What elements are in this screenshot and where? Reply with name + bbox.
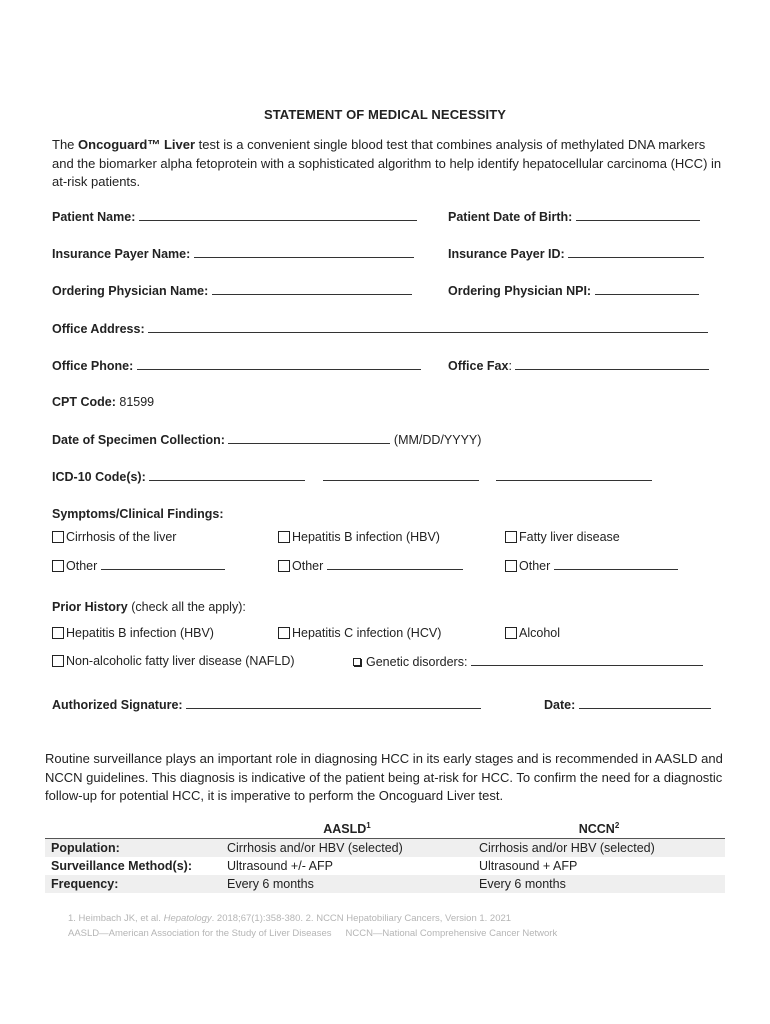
- history-heading: [52, 600, 246, 614]
- office-fax-field[interactable]: [448, 358, 709, 373]
- cpt-code-value: 81599: [119, 395, 155, 409]
- history-label: Alcohol: [519, 626, 560, 640]
- office-address-label: Office Address:: [52, 322, 145, 336]
- symptom-cirrhosis[interactable]: [52, 530, 176, 544]
- payer-name-field[interactable]: [52, 246, 414, 261]
- patient-name-field[interactable]: [52, 209, 417, 224]
- product-name: Oncoguard™ Liver: [78, 137, 196, 152]
- footnote-abbreviations: AASLD—American Association for the Study of Liver Diseases NCCN—National Comprehensive Cancer Network: [68, 927, 558, 939]
- symptom-hbv[interactable]: [278, 530, 440, 544]
- date-format-hint: (MM/DD/YYYY): [393, 433, 482, 447]
- specimen-date-field[interactable]: [52, 432, 481, 447]
- other-line[interactable]: [554, 558, 678, 570]
- history-alcohol-checkbox[interactable]: [505, 627, 517, 639]
- office-fax-label: Office Fax: [448, 359, 509, 373]
- aasld-cell: Ultrasound +/- AFP: [227, 859, 333, 873]
- nccn-cell: Every 6 months: [473, 875, 725, 893]
- icd10-line-2[interactable]: [323, 469, 479, 481]
- table-header-aasld: AASLD$^1$: [221, 820, 473, 839]
- history-label: Genetic disorders:: [366, 655, 468, 669]
- row-label: Surveillance Method(s):: [51, 859, 192, 873]
- history-alcohol[interactable]: [505, 626, 560, 640]
- signature-field[interactable]: [52, 697, 481, 712]
- history-hbv[interactable]: [52, 626, 214, 640]
- physician-npi-field[interactable]: [448, 283, 699, 298]
- signature-line[interactable]: [186, 697, 481, 709]
- specimen-date-label: Date of Specimen Collection:: [52, 433, 225, 447]
- physician-npi-label: Ordering Physician NPI:: [448, 284, 592, 298]
- intro-post: test is a convenient single blood test that combines analysis of methylated DNA markers and the biomarker alpha fetoprotein with a sophisticated algorithm to help identify hepatocellular carcinoma (HCC) in at-risk patients.: [52, 137, 722, 189]
- patient-dob-label: Patient Date of Birth:: [448, 210, 573, 224]
- office-fax-line[interactable]: [515, 358, 709, 370]
- symptom-other-2[interactable]: [278, 558, 463, 573]
- history-label: Non-alcoholic fatty liver disease (NAFLD): [66, 654, 295, 668]
- payer-id-line[interactable]: [568, 246, 704, 258]
- nccn-cell: Ultrasound + AFP: [479, 859, 578, 873]
- row-label: Population:: [45, 839, 221, 858]
- office-fax-colon: :: [508, 359, 512, 373]
- payer-id-label: Insurance Payer ID:: [448, 247, 565, 261]
- office-address-field[interactable]: [52, 321, 708, 336]
- footnotes: [68, 912, 557, 941]
- payer-name-line[interactable]: [194, 246, 414, 258]
- patient-name-label: Patient Name:: [52, 210, 136, 224]
- aasld-cell: Every 6 months: [221, 875, 473, 893]
- physician-name-field[interactable]: [52, 283, 412, 298]
- history-label: Hepatitis B infection (HBV): [66, 626, 214, 640]
- history-hcv-checkbox[interactable]: [278, 627, 290, 639]
- icd10-field[interactable]: [52, 469, 652, 484]
- other-checkbox[interactable]: [505, 560, 517, 572]
- table-header-nccn: NCCN$^2$: [473, 820, 725, 839]
- intro-paragraph: [52, 136, 722, 192]
- table-row: [45, 839, 725, 858]
- nccn-cell: Cirrhosis and/or HBV (selected): [473, 839, 725, 858]
- page-title: STATEMENT OF MEDICAL NECESSITY: [263, 107, 507, 122]
- table-row: [45, 857, 725, 875]
- history-hcv[interactable]: [278, 626, 441, 640]
- signature-date-field[interactable]: [544, 697, 711, 712]
- cirrhosis-checkbox[interactable]: [52, 531, 64, 543]
- history-note: (check all the apply):: [131, 600, 246, 614]
- symptoms-heading: Symptoms/Clinical Findings:: [52, 507, 224, 521]
- signature-label: Authorized Signature:: [52, 698, 183, 712]
- hbv-checkbox[interactable]: [278, 531, 290, 543]
- surveillance-paragraph: Routine surveillance plays an important role in diagnosing HCC in its early stages and is recommended in AASLD and NCCN guidelines. This diagnosis is indicative of the patient being at-risk for HCC. To confirm the need for a diagnostic follow-up for potential HCC, it is imperative to perform the Oncoguard Liver test.: [45, 751, 723, 803]
- signature-date-line[interactable]: [579, 697, 711, 709]
- patient-dob-field[interactable]: [448, 209, 700, 224]
- history-hbv-checkbox[interactable]: [52, 627, 64, 639]
- payer-id-field[interactable]: [448, 246, 704, 261]
- physician-name-label: Ordering Physician Name:: [52, 284, 209, 298]
- patient-dob-line[interactable]: [576, 209, 700, 221]
- office-phone-line[interactable]: [137, 358, 421, 370]
- other-line[interactable]: [327, 558, 463, 570]
- cpt-code-label: CPT Code:: [52, 395, 116, 409]
- other-line[interactable]: [101, 558, 225, 570]
- history-label: Hepatitis C infection (HCV): [292, 626, 442, 640]
- symptom-label: Hepatitis B infection (HBV): [292, 530, 440, 544]
- symptom-other-1[interactable]: [52, 558, 225, 573]
- symptom-label: Other: [66, 559, 98, 573]
- symptom-fatty-liver[interactable]: [505, 530, 620, 544]
- other-checkbox[interactable]: [278, 560, 290, 572]
- history-nafld-checkbox[interactable]: [52, 655, 64, 667]
- specimen-date-line[interactable]: [228, 432, 390, 444]
- physician-name-line[interactable]: [212, 283, 412, 295]
- footnote-refs: 1. Heimbach JK, et al. Hepatology. 2018;67(1):358-380. 2. NCCN Hepatobiliary Cancers, Version 1. 2021: [68, 913, 512, 924]
- table-header-blank: [45, 820, 221, 839]
- history-genetic-checkbox[interactable]: [353, 658, 361, 666]
- aasld-cell: Cirrhosis and/or HBV (selected): [221, 839, 473, 858]
- office-address-line[interactable]: [148, 321, 708, 333]
- payer-name-label: Insurance Payer Name:: [52, 247, 191, 261]
- symptom-label: Cirrhosis of the liver: [66, 530, 177, 544]
- other-checkbox[interactable]: [52, 560, 64, 572]
- icd10-line-1[interactable]: [149, 469, 305, 481]
- guidelines-table: [45, 820, 725, 893]
- genetic-line[interactable]: [471, 654, 703, 666]
- patient-name-line[interactable]: [139, 209, 417, 221]
- row-label: Frequency:: [45, 875, 221, 893]
- table-row: [45, 875, 725, 893]
- history-heading-label: Prior History: [52, 600, 128, 614]
- symptom-label: Fatty liver disease: [519, 530, 620, 544]
- office-phone-field[interactable]: [52, 358, 421, 373]
- office-phone-label: Office Phone:: [52, 359, 134, 373]
- symptom-label: Other: [519, 559, 551, 573]
- cpt-code-field: [52, 395, 154, 409]
- history-nafld[interactable]: [52, 654, 295, 668]
- signature-date-label: Date:: [544, 698, 576, 712]
- icd10-label: ICD-10 Code(s):: [52, 470, 146, 484]
- symptom-other-3[interactable]: [505, 558, 678, 573]
- history-genetic[interactable]: [353, 654, 703, 669]
- physician-npi-line[interactable]: [595, 283, 699, 295]
- table-header-row: [45, 820, 725, 839]
- icd10-line-3[interactable]: [496, 469, 652, 481]
- fatty-liver-checkbox[interactable]: [505, 531, 517, 543]
- symptom-label: Other: [292, 559, 324, 573]
- intro-pre: The: [52, 137, 79, 152]
